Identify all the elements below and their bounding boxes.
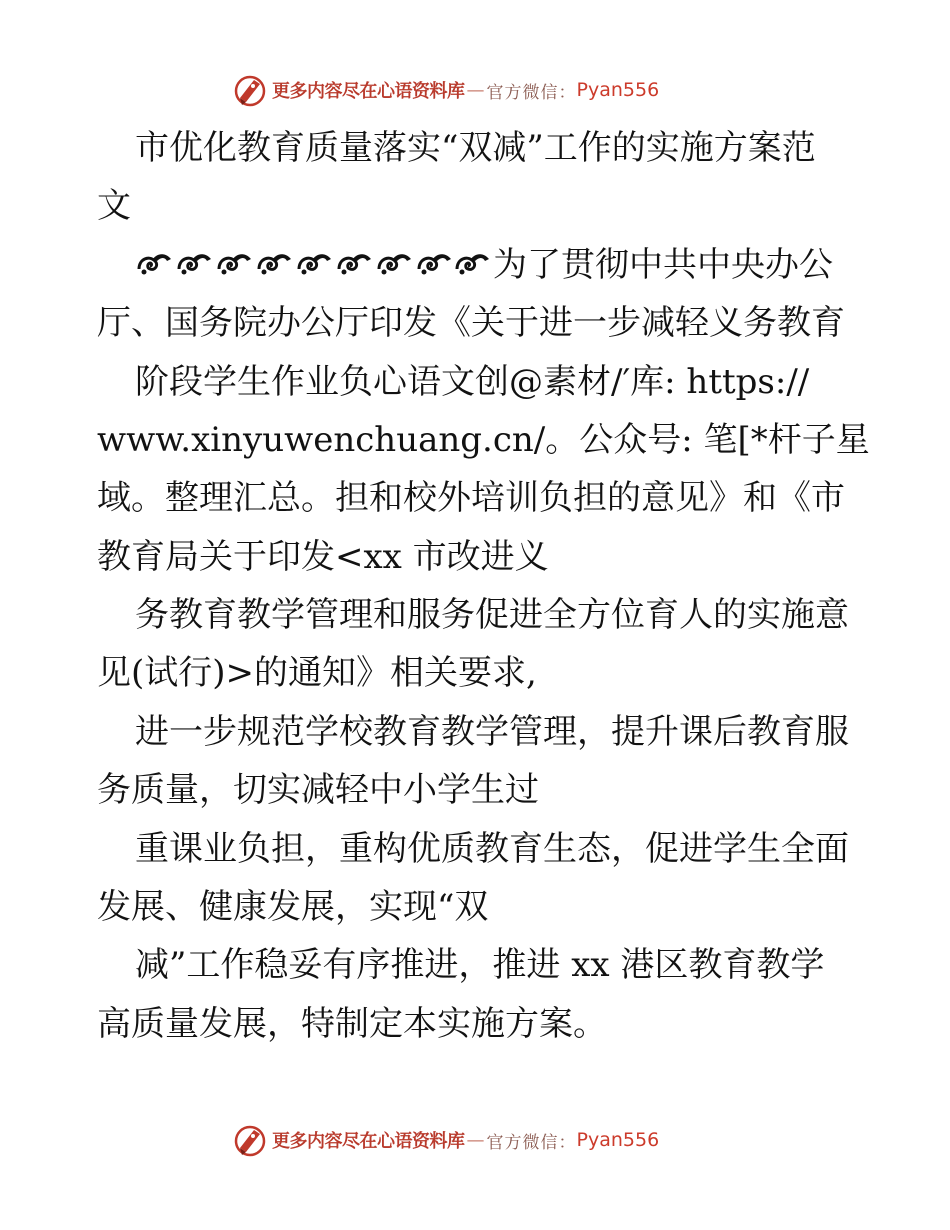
paragraph-line-11: 重课业负担，重构优质教育生态，促进学生全面 <box>135 829 849 869</box>
paragraph-line-3: 阶段学生作业负心语文创@素材/′库: https:// <box>135 362 810 402</box>
header-banner <box>232 70 712 110</box>
paragraph-line-4: www.xinyuwenchuang.cn/。公众号: 笔[*杆子星 <box>97 420 870 460</box>
document-title-line-1: 市优化教育质量落实“双减”工作的实施方案范 <box>135 128 816 168</box>
banner-wechat-id: Pyan556 <box>576 1129 660 1151</box>
document-title-line-2: 文 <box>97 186 131 226</box>
banner-official-label: 官方微信： <box>486 1132 577 1153</box>
banner-dash: — <box>466 79 485 101</box>
banner-dash: — <box>466 1129 485 1151</box>
footer-banner <box>232 1120 712 1160</box>
paragraph-line-12: 发展、健康发展，实现“双 <box>97 887 489 927</box>
paragraph-line-6: 教育局关于印发<xx 市改进义 <box>97 537 549 577</box>
paragraph-line-1-text: 为了贯彻中共中央办公 <box>493 245 833 285</box>
paragraph-line-10: 务质量，切实减轻中小学生过 <box>97 770 539 810</box>
pen-nib-logo-icon <box>232 72 268 108</box>
paragraph-line-2: 厅、国务院办公厅印发《关于进一步减轻义务教育 <box>97 303 845 343</box>
banner-wechat-id: Pyan556 <box>576 79 660 101</box>
paragraph-line-8: 见(试行)>的通知》相关要求, <box>97 653 537 693</box>
paragraph-line-9: 进一步规范学校教育教学管理，提升课后教育服 <box>135 712 849 752</box>
ornament-flourish-row-icon <box>135 249 493 279</box>
banner-brand-text: 更多内容尽在心语资料库 <box>272 81 465 102</box>
paragraph-line-7: 务教育教学管理和服务促进全方位育人的实施意 <box>135 595 849 635</box>
paragraph-line-1 <box>135 243 833 287</box>
pen-nib-logo-icon <box>232 1122 268 1158</box>
paragraph-line-13: 减”工作稳妥有序推进，推进 xx 港区教育教学 <box>135 945 825 985</box>
paragraph-line-5: 域。整理汇总。担和校外培训负担的意见》和《市 <box>97 478 845 518</box>
paragraph-line-14: 高质量发展，特制定本实施方案。 <box>97 1004 607 1044</box>
banner-brand-text: 更多内容尽在心语资料库 <box>272 1131 465 1152</box>
banner-official-label: 官方微信： <box>486 82 577 103</box>
